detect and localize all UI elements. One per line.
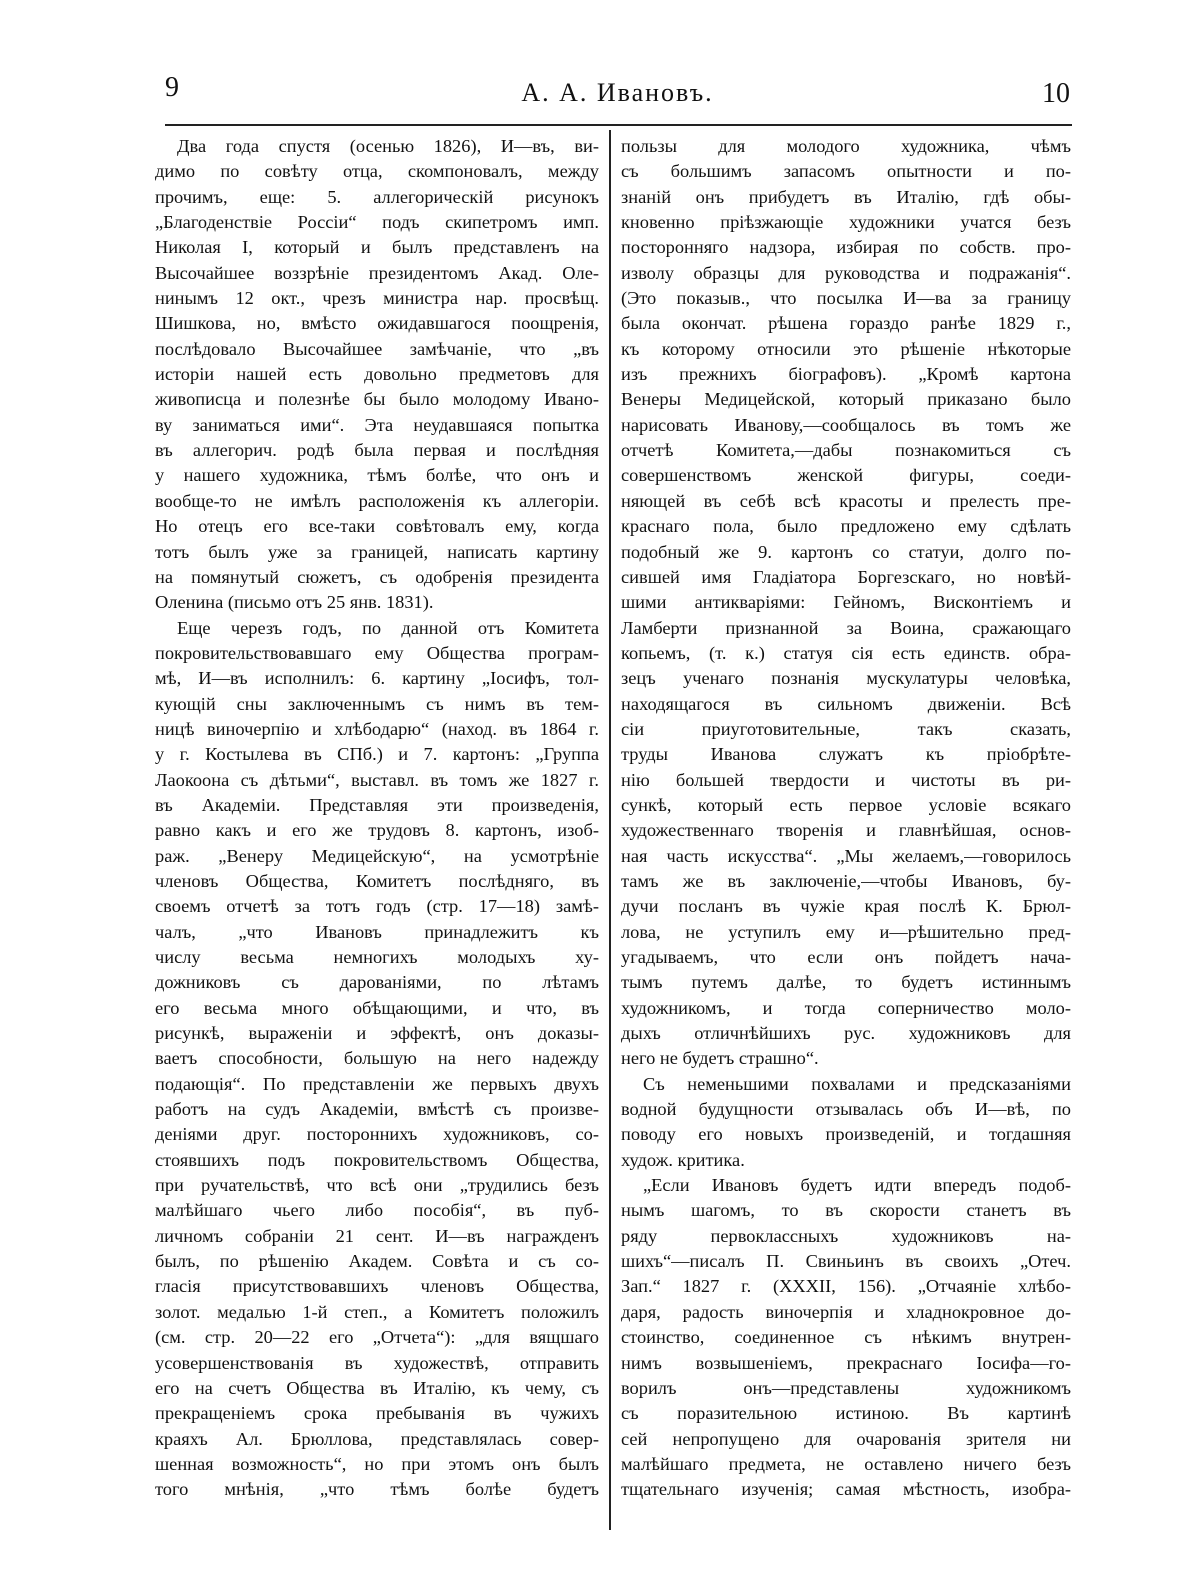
text-line: рисункѣ, выраженіи и эффектѣ, онъ доказы- bbox=[155, 1023, 599, 1044]
text-line: находящагося въ сильномъ движеніи. Всѣ bbox=[621, 693, 1071, 714]
text-line: съ поразительною истиною. Въ картинѣ bbox=[621, 1403, 1071, 1424]
text-line: Высочайшее воззрѣніе президентомъ Акад. Оле- bbox=[155, 262, 599, 283]
text-line: „Если Ивановъ будетъ идти впередъ подоб- bbox=[643, 1175, 1071, 1196]
text-line: прочимъ, еще: 5. аллегорическій рисунокъ bbox=[155, 186, 599, 207]
text-line: него не будетъ страшно“. bbox=[621, 1048, 819, 1069]
text-line: художественнаго творенія и главнѣйшая, основ- bbox=[621, 820, 1071, 841]
text-line: работъ на судъ Академіи, вмѣстѣ съ произве- bbox=[155, 1099, 599, 1120]
text-line: посторонняго надзора, избирая по собств. про- bbox=[621, 237, 1071, 258]
text-line: исторіи нашей есть довольно предметовъ для bbox=[155, 364, 599, 385]
text-line: тымъ путемъ далѣе, то будетъ истиннымъ bbox=[621, 972, 1071, 993]
text-line: Съ неменьшими похвалами и предсказаніями bbox=[643, 1073, 1071, 1094]
text-line: золот. медалью 1-й степ., а Комитетъ положилъ bbox=[155, 1301, 599, 1322]
text-line: (см. стр. 20—22 его „Отчета“): „для вящшаго bbox=[155, 1327, 599, 1348]
text-line: отчетѣ Комитета,—дабы познакомиться съ bbox=[621, 440, 1071, 461]
text-line: сункѣ, который есть первое условіе всякаго bbox=[621, 794, 1071, 815]
text-line: живописца и полезнѣе бы было молодому Ивано- bbox=[155, 389, 599, 410]
text-line: была окончат. рѣшена гораздо ранѣе 1829 г., bbox=[621, 313, 1071, 334]
text-line: Два года спустя (осенью 1826), И—въ, ви- bbox=[177, 136, 599, 156]
text-line: труды Иванова служатъ къ пріобрѣте- bbox=[621, 744, 1071, 765]
text-line: ницѣ виночерпію и хлѣбодарю“ (наход. въ 1864 г. bbox=[155, 718, 599, 739]
text-line: личномъ собраніи 21 сент. И—въ награжденъ bbox=[155, 1225, 599, 1246]
text-line: кующій сны заключеннымъ съ нимъ въ тем- bbox=[155, 693, 599, 714]
text-line: тотъ былъ уже за границей, написать картину bbox=[155, 541, 599, 562]
text-line: сіи приуготовительные, такъ сказать, bbox=[621, 718, 1071, 739]
text-line: знаній онъ прибудетъ въ Италію, гдѣ обы- bbox=[621, 186, 1071, 207]
text-line: тщательнаго изученія; самая мѣстность, изобра- bbox=[621, 1479, 1071, 1500]
text-line: кновенно пріѣзжающіе художники учатся безъ bbox=[621, 212, 1071, 233]
text-line: дыхъ отличнѣйшихъ рус. художниковъ для bbox=[621, 1023, 1071, 1044]
text-line: угадываемъ, что если онъ пойдетъ нача- bbox=[621, 947, 1071, 967]
text-line: шими антикваріями: Гейномъ, Висконтіемъ и bbox=[621, 592, 1071, 613]
text-line: малѣйшаго чьего либо пособія“, въ пуб- bbox=[155, 1200, 599, 1221]
text-line: членовъ Общества, Комитетъ послѣдняго, въ bbox=[155, 870, 599, 891]
text-line: Но отецъ его все-таки совѣтовалъ ему, когда bbox=[155, 516, 599, 537]
text-line: Венеры Медицейской, который приказано было bbox=[621, 389, 1071, 410]
text-line: числу весьма немногихъ молодыхъ ху- bbox=[155, 947, 599, 967]
text-line: гласія присутствовавшихъ членовъ Общества, bbox=[155, 1276, 599, 1297]
text-line: изволу образцы для руководства и подражанія“. bbox=[621, 262, 1071, 283]
page-header bbox=[165, 72, 1070, 122]
text-line: дучи посланъ въ чужіе края послѣ К. Брюл- bbox=[621, 896, 1071, 917]
text-line: при ручательствѣ, что всѣ они „трудились безъ bbox=[155, 1175, 599, 1196]
text-line: покровительствовавшаго ему Общества програм- bbox=[155, 642, 599, 663]
text-line: лова, не уступилъ ему и—рѣшительно пред- bbox=[621, 921, 1071, 942]
text-line: нарисовать Иванову,—сообщалось въ томъ же bbox=[621, 414, 1071, 435]
text-line: шенная возможность“, но при этомъ онъ былъ bbox=[155, 1453, 599, 1474]
text-line: нію большей твердости и чистоты въ ри- bbox=[621, 769, 1071, 790]
text-line: того мнѣнія, „что тѣмъ болѣе будетъ bbox=[155, 1479, 599, 1500]
text-line: сей непропущено для очарованія зрителя ни bbox=[621, 1428, 1071, 1449]
text-line: худож. критика. bbox=[621, 1149, 745, 1170]
text-line: послѣдовало Высочайшее замѣчаніе, что „въ bbox=[155, 338, 599, 359]
text-line: даря, радость виночерпія и хладнокровное до- bbox=[621, 1301, 1071, 1322]
text-line: прекращеніемъ срока пребыванія въ чужихъ bbox=[155, 1403, 599, 1424]
text-line: дожниковъ съ дарованіями, по лѣтамъ bbox=[155, 972, 599, 993]
text-line: у г. Костылева въ СПб.) и 7. картонъ: „Группа bbox=[155, 744, 599, 765]
text-line: Ламберти признанной за Воина, сражающаго bbox=[621, 617, 1071, 638]
text-line: краснаго пола, было предложено ему сдѣлать bbox=[621, 516, 1071, 537]
text-line: усовершенствованія въ художествѣ, отправить bbox=[155, 1352, 599, 1373]
text-line: на помянутый сюжетъ, съ одобренія президента bbox=[155, 566, 599, 587]
text-line: нимъ возвышеніемъ, прекраснаго Іосифа—го- bbox=[621, 1352, 1071, 1373]
text-line: Оленина (письмо отъ 25 янв. 1831). bbox=[155, 592, 434, 613]
text-line: зецъ ученаго познанія мускулатуры человѣка, bbox=[621, 668, 1071, 689]
text-line: его на счетъ Общества въ Италію, къ чему, съ bbox=[155, 1377, 599, 1398]
text-line: (Это показыв., что посылка И—ва за границу bbox=[621, 288, 1071, 309]
left-column bbox=[155, 134, 599, 1503]
text-line: шихъ“—писалъ П. Свиньинъ въ своихъ „Отеч. bbox=[621, 1251, 1071, 1272]
text-line: у нашего художника, тѣмъ болѣе, что онъ и bbox=[155, 465, 599, 486]
text-line: копьемъ, (т. к.) статуя сія есть единств. обра- bbox=[621, 642, 1071, 663]
text-line: стоинство, соединенное съ нѣкимъ внутрен- bbox=[621, 1327, 1071, 1348]
left-column-number: 9 bbox=[165, 72, 179, 103]
text-line: подобный же 9. картонъ со статуи, долго по- bbox=[621, 541, 1071, 562]
text-line: нымъ шагомъ, то въ скорости станетъ въ bbox=[621, 1200, 1071, 1221]
text-line: нинымъ 12 окт., чрезъ министра нар. просвѣщ. bbox=[155, 288, 599, 309]
text-line: своемъ отчетѣ за тотъ годъ (стр. 17—18) замѣ- bbox=[155, 896, 599, 917]
text-line: подающія“. По представленіи же первыхъ двухъ bbox=[155, 1073, 599, 1094]
right-column-number: 10 bbox=[1042, 78, 1070, 109]
text-line: водной будущности отзывалась объ И—вѣ, по bbox=[621, 1099, 1071, 1120]
text-line: художникомъ, и тогда соперничество моло- bbox=[621, 997, 1071, 1018]
text-line: совершенствомъ женской фигуры, соеди- bbox=[621, 465, 1071, 486]
text-line: ву заниматься ими“. Эта неудавшаяся попытка bbox=[155, 414, 599, 435]
text-line: пользы для молодого художника, чѣмъ bbox=[621, 136, 1071, 156]
text-line: димо по совѣту отца, скомпоновалъ, между bbox=[155, 161, 599, 182]
text-line: сившей имя Гладіатора Боргезскаго, но новѣй- bbox=[621, 566, 1071, 587]
text-line: съ большимъ запасомъ опытности и по- bbox=[621, 161, 1071, 182]
text-line: ная часть искусства“. „Мы желаемъ,—говорилось bbox=[621, 845, 1071, 866]
text-line: няющей въ себѣ всѣ красоты и прелесть пре- bbox=[621, 490, 1071, 511]
text-line: ряду первоклассныхъ художниковъ на- bbox=[621, 1225, 1071, 1246]
text-line: Шишкова, но, вмѣсто ожидавшагося поощренія, bbox=[155, 313, 599, 334]
text-line: тамъ же въ заключеніе,—чтобы Ивановъ, бу- bbox=[621, 870, 1071, 891]
right-column bbox=[621, 134, 1071, 1503]
text-line: Лаокоона съ дѣтьми“, выставл. въ томъ же 1827 г. bbox=[155, 769, 599, 790]
text-line: поводу его новыхъ произведеній, и тогдашняя bbox=[621, 1124, 1071, 1145]
text-line: раж. „Венеру Медицейскую“, на усмотрѣніе bbox=[155, 845, 599, 866]
text-line: Зап.“ 1827 г. (XXXII, 156). „Отчаяніе хлѣбо- bbox=[621, 1276, 1071, 1297]
column-divider bbox=[609, 130, 611, 1530]
text-line: изъ прежнихъ біографовъ). „Кромѣ картона bbox=[621, 364, 1071, 385]
text-line: вообще-то не имѣлъ расположенія къ аллегоріи. bbox=[155, 490, 599, 511]
text-line: Николая I, который и былъ представленъ на bbox=[155, 237, 599, 258]
running-title: А. А. Ивановъ. bbox=[521, 78, 714, 107]
text-line: малѣйшаго предмета, не оставлено ничего безъ bbox=[621, 1453, 1071, 1474]
header-rule bbox=[165, 124, 1072, 126]
text-line: въ аллегорич. родѣ была первая и послѣдняя bbox=[155, 440, 599, 461]
text-line: равно какъ и его же трудовъ 8. картонъ, изоб- bbox=[155, 820, 599, 841]
text-line: былъ, по рѣшенію Академ. Совѣта и съ со- bbox=[155, 1251, 599, 1272]
text-line: деніями друг. постороннихъ художниковъ, со- bbox=[155, 1124, 599, 1145]
text-line: мѣ, И—въ исполнилъ: 6. картину „Іосифъ, тол- bbox=[155, 668, 599, 689]
text-line: его весьма много обѣщающими, и что, въ bbox=[155, 997, 599, 1018]
text-line: стоявшихъ подъ покровительствомъ Общества, bbox=[155, 1149, 599, 1170]
text-line: въ Академіи. Представляя эти произведенія, bbox=[155, 794, 599, 815]
text-line: „Благоденствіе Россіи“ подъ скипетромъ имп. bbox=[155, 212, 599, 233]
text-line: Еще черезъ годъ, по данной отъ Комитета bbox=[177, 617, 599, 638]
text-line: чалъ, „что Ивановъ принадлежитъ къ bbox=[155, 921, 599, 942]
text-line: краяхъ Ал. Брюллова, представлялась совер- bbox=[155, 1428, 599, 1449]
text-line: ваетъ способности, большую на него надежду bbox=[155, 1048, 599, 1069]
text-line: ворилъ онъ—представлены художникомъ bbox=[621, 1377, 1071, 1398]
text-line: къ которому относили это рѣшеніе нѣкоторые bbox=[621, 338, 1071, 359]
